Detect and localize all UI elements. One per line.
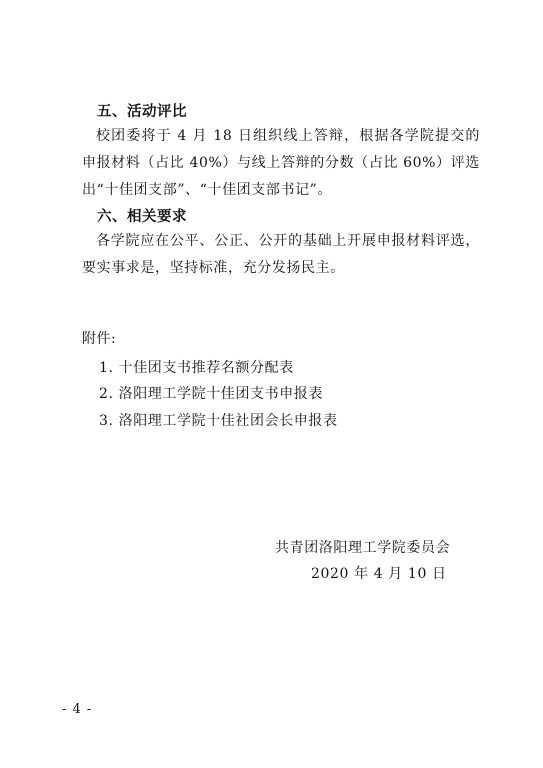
page-number: - 4 - [62, 702, 93, 717]
section-heading-related-requirements: 六、相关要求 [97, 209, 187, 225]
attachments-label: 附件: [82, 331, 117, 347]
attachment-item-3: 3. 洛阳理工学院十佳社团会长申报表 [99, 413, 338, 429]
issuing-organization: 共青团洛阳理工学院委员会 [275, 540, 451, 556]
issue-date: 2020 年 4 月 10 日 [311, 566, 447, 582]
attachment-item-1: 1. 十佳团支书推荐名额分配表 [99, 360, 294, 376]
section-heading-activity-evaluation: 五、活动评比 [97, 104, 187, 120]
section-body-related-requirements: 各学院应在公平、公正、公开的基础上开展申报材料评选，要实事求是，坚持标准，充分发扬民主。 [82, 233, 480, 276]
attachment-item-2: 2. 洛阳理工学院十佳团支书申报表 [99, 386, 324, 402]
section-body-activity-evaluation: 校团委将于 4 月 18 日组织线上答辩，根据各学院提交的申报材料（占比 40%）与线上答辩的分数（占比 60%）评选出“十佳团支部”、“十佳团支部书记”。 [82, 128, 480, 198]
